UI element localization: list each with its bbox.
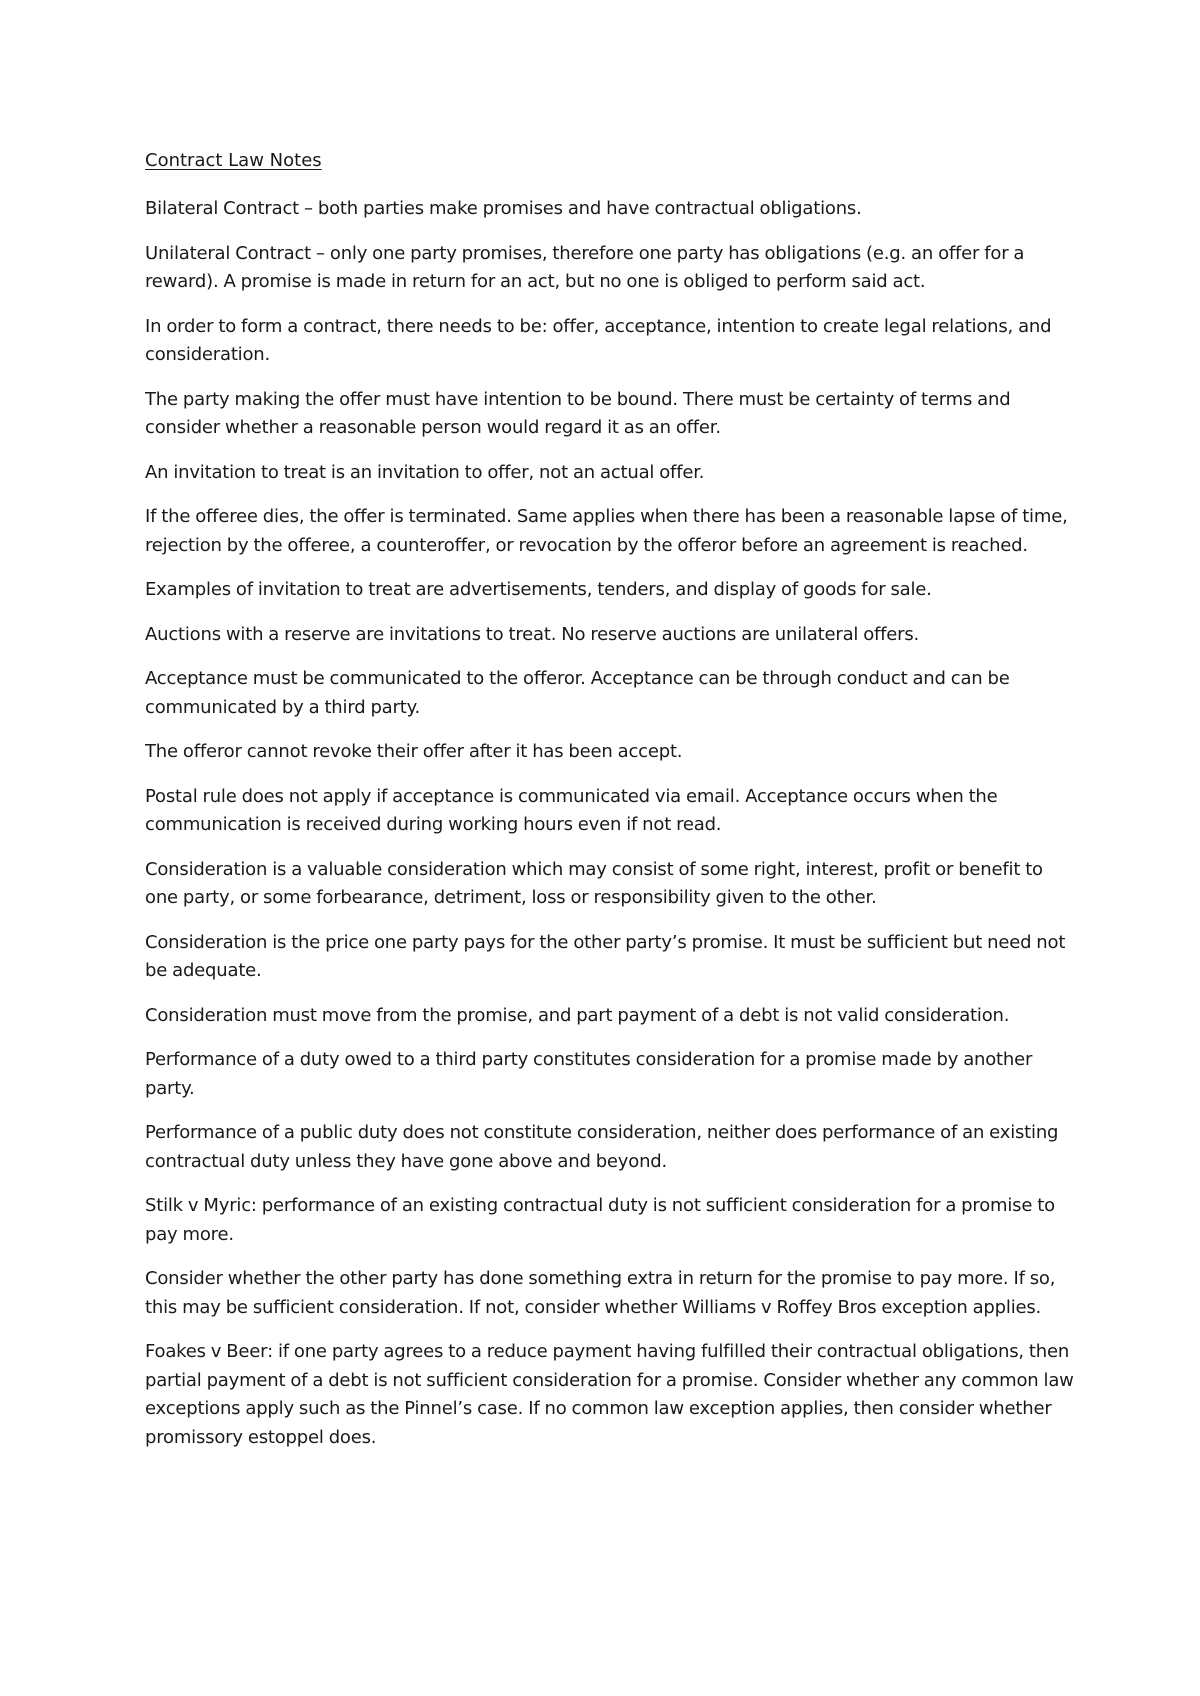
paragraph-postal-rule: Postal rule does not apply if acceptance is communicated via email. Acceptance occurs when the communication is received during working hours even if not read. <box>145 785 998 835</box>
paragraph-invitation-to-treat: An invitation to treat is an invitation to offer, not an actual offer. <box>145 461 705 483</box>
paragraph-acceptance-communication: Acceptance must be communicated to the offeror. Acceptance can be through conduct and can be communicated by a third party. <box>145 668 1010 718</box>
paragraph-public-duty: Performance of a public duty does not constitute consideration, neither does performance of an existing contractual duty unless they have gone above and beyond. <box>145 1122 1059 1172</box>
paragraph-foakes-v-beer: Foakes v Beer: if one party agrees to a reduce payment having fulfilled their contractual obligations, then partial payment of a debt is not sufficient consideration for a promise. Consider whether any common law exceptions apply such as the Pinnel’s case. If no common law exception applies, then consider whether promissory estoppel does. <box>145 1341 1074 1448</box>
paragraph-consideration-price: Consideration is the price one party pays for the other party’s promise. It must be sufficient but need not be adequate. <box>145 931 1066 981</box>
paragraph-third-party-duty: Performance of a duty owed to a third party constitutes consideration for a promise made by another party. <box>145 1049 1033 1099</box>
document-title: Contract Law Notes <box>145 150 322 171</box>
paragraph-invitation-examples: Examples of invitation to treat are advertisements, tenders, and display of goods for sale. <box>145 579 932 600</box>
paragraph-unilateral-contract: Unilateral Contract – only one party promises, therefore one party has obligations (e.g. an offer for a reward). A promise is made in return for an act, but no one is obliged to perform said act. <box>145 242 1025 292</box>
paragraph-intention-to-be-bound: The party making the offer must have intention to be bound. There must be certainty of terms and consider whether a reasonable person would regard it as an offer. <box>145 388 1011 438</box>
paragraph-auctions: Auctions with a reserve are invitations to treat. No reserve auctions are unilateral offers. <box>145 623 920 645</box>
paragraph-stilk-v-myric: Stilk v Myric: performance of an existing contractual duty is not sufficient consideration for a promise to pay more. <box>145 1195 1055 1245</box>
paragraph-revocation: The offeror cannot revoke their offer after it has been accept. <box>145 741 683 762</box>
paragraph-consideration-definition: Consideration is a valuable consideration which may consist of some right, interest, profit or benefit to one party, or some forbearance, detriment, loss or responsibility given to the other. <box>145 858 1043 908</box>
paragraph-williams-v-roffey: Consider whether the other party has done something extra in return for the promise to pay more. If so, this may be sufficient consideration. If not, consider whether Williams v Roffey Bros exception applies. <box>145 1268 1056 1318</box>
paragraph-forming-contract: In order to form a contract, there needs to be: offer, acceptance, intention to create legal relations, and consideration. <box>145 315 1052 365</box>
paragraph-bilateral-contract: Bilateral Contract – both parties make promises and have contractual obligations. <box>145 198 862 219</box>
paragraph-consideration-move: Consideration must move from the promise, and part payment of a debt is not valid consideration. <box>145 1004 1010 1026</box>
paragraph-offer-termination: If the offeree dies, the offer is terminated. Same applies when there has been a reasonable lapse of time, rejection by the offeree, a counteroffer, or revocation by the offeror before an agreement is reached. <box>145 506 1068 556</box>
